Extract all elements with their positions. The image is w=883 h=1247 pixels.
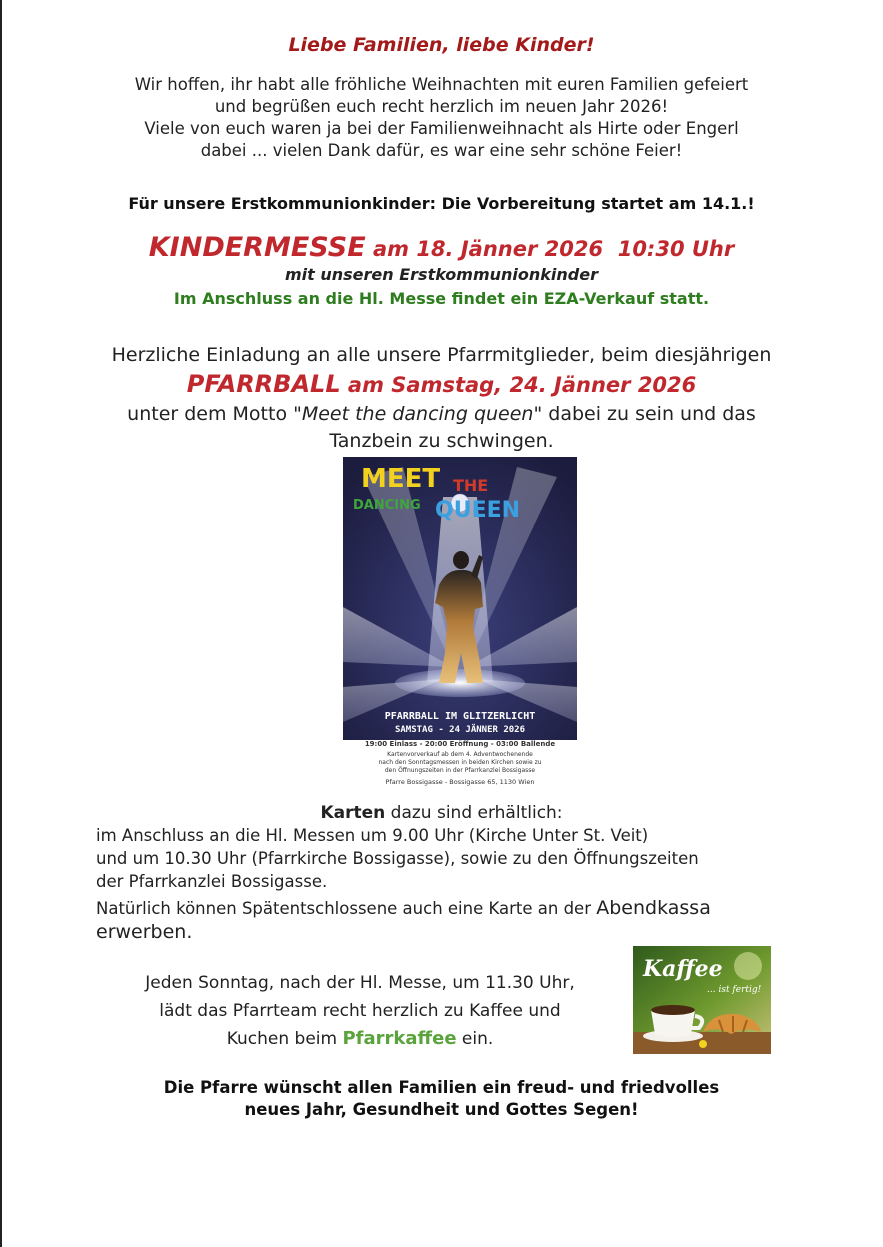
closing-line: neues Jahr, Gesundheit und Gottes Segen!	[244, 1100, 639, 1119]
karten-heading	[0, 803, 883, 823]
kindermesse-subtitle: mit unseren Erstkommunionkinder	[285, 265, 598, 284]
poster-banner-2: SAMSTAG - 24 JÄNNER 2026	[394, 725, 526, 735]
eza-notice: Im Anschluss an die Hl. Messe findet ein EZA-Verkauf statt.	[173, 289, 710, 308]
kaffee-line: Jeden Sonntag, nach der Hl. Messe, um 11.30 Uhr,	[145, 973, 575, 993]
poster-info-times: 19:00 Einlass - 20:00 Eröffnung - 03:00 Ballende	[364, 740, 556, 748]
karten-line: und um 10.30 Uhr (Pfarrkirche Bossigasse), sowie zu den Öffnungszeiten	[96, 849, 699, 868]
karten-title-rest: dazu sind erhältlich:	[385, 803, 563, 823]
poster-title-queen: QUEEN	[435, 498, 521, 523]
motto-line2: Tanzbein zu schwingen.	[329, 430, 554, 452]
karten-line: der Pfarrkanzlei Bossigasse.	[96, 872, 328, 891]
pfarrball-date: am Samstag, 24. Jänner 2026	[340, 373, 697, 397]
pfarrkaffee-paragraph	[100, 969, 620, 1053]
karten-late: Natürlich können Spätentschlossene auch eine Karte an der	[96, 899, 597, 918]
kaffee-image-subtitle: ... ist fertig!	[707, 985, 762, 995]
karten-line: im Anschluss an die Hl. Messen um 9.00 Uhr (Kirche Unter St. Veit)	[96, 826, 649, 845]
kaffee-image-title: Kaffee	[643, 956, 723, 982]
page-left-border	[0, 0, 2, 1247]
poster-info-presale-3: den Öffnungszeiten in der Pfarrkanzlei Bossigasse	[384, 767, 536, 774]
motto-post: dabei zu sein und das	[542, 403, 756, 425]
erstkommunion-notice: Für unsere Erstkommunionkinder: Die Vorbereitung startet am 14.1.!	[128, 194, 755, 213]
poster-info	[343, 740, 577, 786]
pfarrball-poster	[343, 457, 577, 797]
intro-line: Viele von euch waren ja bei der Familienweihnacht als Hirte oder Engerl	[144, 119, 739, 138]
intro-paragraph	[0, 74, 883, 162]
intro-line: Wir hoffen, ihr habt alle fröhliche Weihnachten mit euren Familien gefeiert	[134, 75, 749, 94]
kaffee-line: lädt das Pfarrteam recht herzlich zu Kaffee und	[159, 1001, 561, 1021]
motto-text: "Meet the dancing queen"	[293, 403, 543, 425]
closing-line: Die Pfarre wünscht allen Familien ein freud- und friedvolles	[163, 1078, 720, 1097]
pfarrball-motto	[0, 401, 883, 455]
poster-info-address: Pfarre Bossigasse - Bossigasse 65, 1130 Wien	[385, 778, 535, 786]
poster-title-dancing: DANCING	[353, 498, 421, 513]
poster-title-the: THE	[453, 476, 489, 495]
motto-pre: unter dem Motto	[127, 403, 294, 425]
poster-title-meet: MEET	[361, 464, 441, 494]
kaffee-line3-pre: Kuchen beim	[226, 1029, 343, 1049]
karten-details	[96, 824, 711, 944]
poster-info-presale-1: Kartenvorverkauf ab dem 4. Adventwochenende	[387, 751, 533, 758]
karten-late-end: erwerben.	[96, 921, 193, 943]
kaffee-image	[633, 946, 771, 1054]
kindermesse-date: am 18. Jänner 2026 10:30 Uhr	[365, 237, 735, 261]
pfarrkaffee-label: Pfarrkaffee	[342, 1028, 457, 1049]
kaffee-line3-post: ein.	[456, 1029, 494, 1049]
abendkassa-text: Abendkassa	[596, 897, 711, 919]
pfarrball-title: PFARRBALL	[186, 370, 341, 398]
kindermesse-heading	[0, 232, 883, 263]
kindermesse-title: KINDERMESSE	[148, 232, 366, 263]
poster-banner-1: PFARRBALL IM GLITZERLICHT	[384, 711, 536, 722]
poster-artwork	[343, 457, 577, 740]
closing-wishes	[0, 1077, 883, 1121]
intro-line: dabei ... vielen Dank dafür, es war eine sehr schöne Feier!	[200, 141, 683, 160]
karten-label: Karten	[320, 803, 386, 823]
greeting-heading: Liebe Familien, liebe Kinder!	[288, 34, 595, 56]
intro-line: und begrüßen euch recht herzlich im neuen Jahr 2026!	[214, 97, 669, 116]
poster-info-presale-2: nach den Sonntagsmessen in beiden Kirchen sowie zu	[378, 759, 542, 766]
pfarrball-heading	[0, 370, 883, 398]
pfarrball-invite: Herzliche Einladung an alle unsere Pfarrmitglieder, beim diesjährigen	[111, 344, 772, 366]
